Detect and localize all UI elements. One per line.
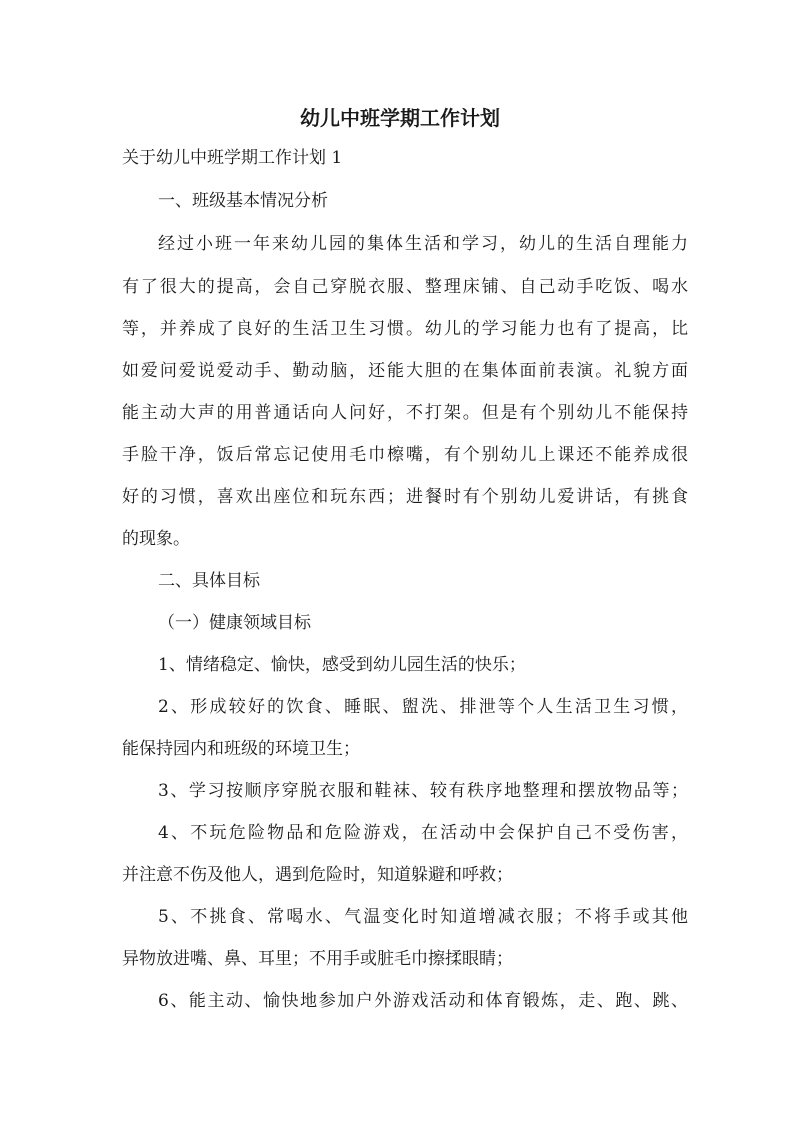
section1-paragraph-line: 的现象。 (122, 529, 190, 549)
section1-heading: 一、班级基本情况分析 (158, 191, 328, 211)
goal-item-1: 1、情绪稳定、愉快，感受到幼儿园生活的快乐； (158, 655, 526, 675)
section1-paragraph-line: 好的习惯，喜欢出座位和玩东西；进餐时有个别幼儿爱讲话，有挑食 (122, 487, 688, 507)
section1-paragraph-line: 等，并养成了良好的生活卫生习惯。幼儿的学习能力也有了提高，比 (122, 319, 688, 339)
section1-paragraph-line: 有了很大的提高，会自己穿脱衣服、整理床铺、自己动手吃饭、喝水 (122, 277, 688, 297)
goal-item-5-line: 5、不挑食、常喝水、气温变化时知道增减衣服；不将手或其他 (158, 907, 688, 927)
document-title: 幼儿中班学期工作计划 (300, 106, 500, 130)
goal-item-2-line: 2、形成较好的饮食、睡眠、盥洗、排泄等个人生活卫生习惯， (158, 697, 688, 717)
goal-item-5-line: 异物放进嘴、鼻、耳里；不用手或脏毛巾擦揉眼睛； (122, 949, 513, 969)
goal-item-4-line: 并注意不伤及他人，遇到危险时，知道躲避和呼救； (122, 865, 513, 885)
health-goals-subheading: （一）健康领域目标 (158, 613, 311, 633)
section1-paragraph-line: 如爱问爱说爱动手、勤动脑，还能大胆的在集体面前表演。礼貌方面 (122, 361, 688, 381)
section2-heading: 二、具体目标 (158, 571, 260, 591)
goal-item-3: 3、学习按顺序穿脱衣服和鞋袜、较有秩序地整理和摆放物品等； (158, 781, 688, 801)
goal-item-6-line: 6、能主动、愉快地参加户外游戏活动和体育锻炼，走、跑、跳、 (158, 991, 688, 1011)
goal-item-2-line: 能保持园内和班级的环境卫生； (122, 739, 360, 759)
document-subtitle: 关于幼儿中班学期工作计划 1 (122, 148, 343, 168)
section1-paragraph-line: 能主动大声的用普通话向人问好，不打架。但是有个别幼儿不能保持 (122, 403, 688, 423)
section1-paragraph-line: 手脸干净，饭后常忘记使用毛巾檫嘴，有个别幼儿上课还不能养成很 (122, 445, 688, 465)
goal-item-4-line: 4、不玩危险物品和危险游戏，在活动中会保护自己不受伤害， (158, 823, 688, 843)
section1-paragraph-line: 经过小班一年来幼儿园的集体生活和学习，幼儿的生活自理能力 (158, 234, 688, 254)
